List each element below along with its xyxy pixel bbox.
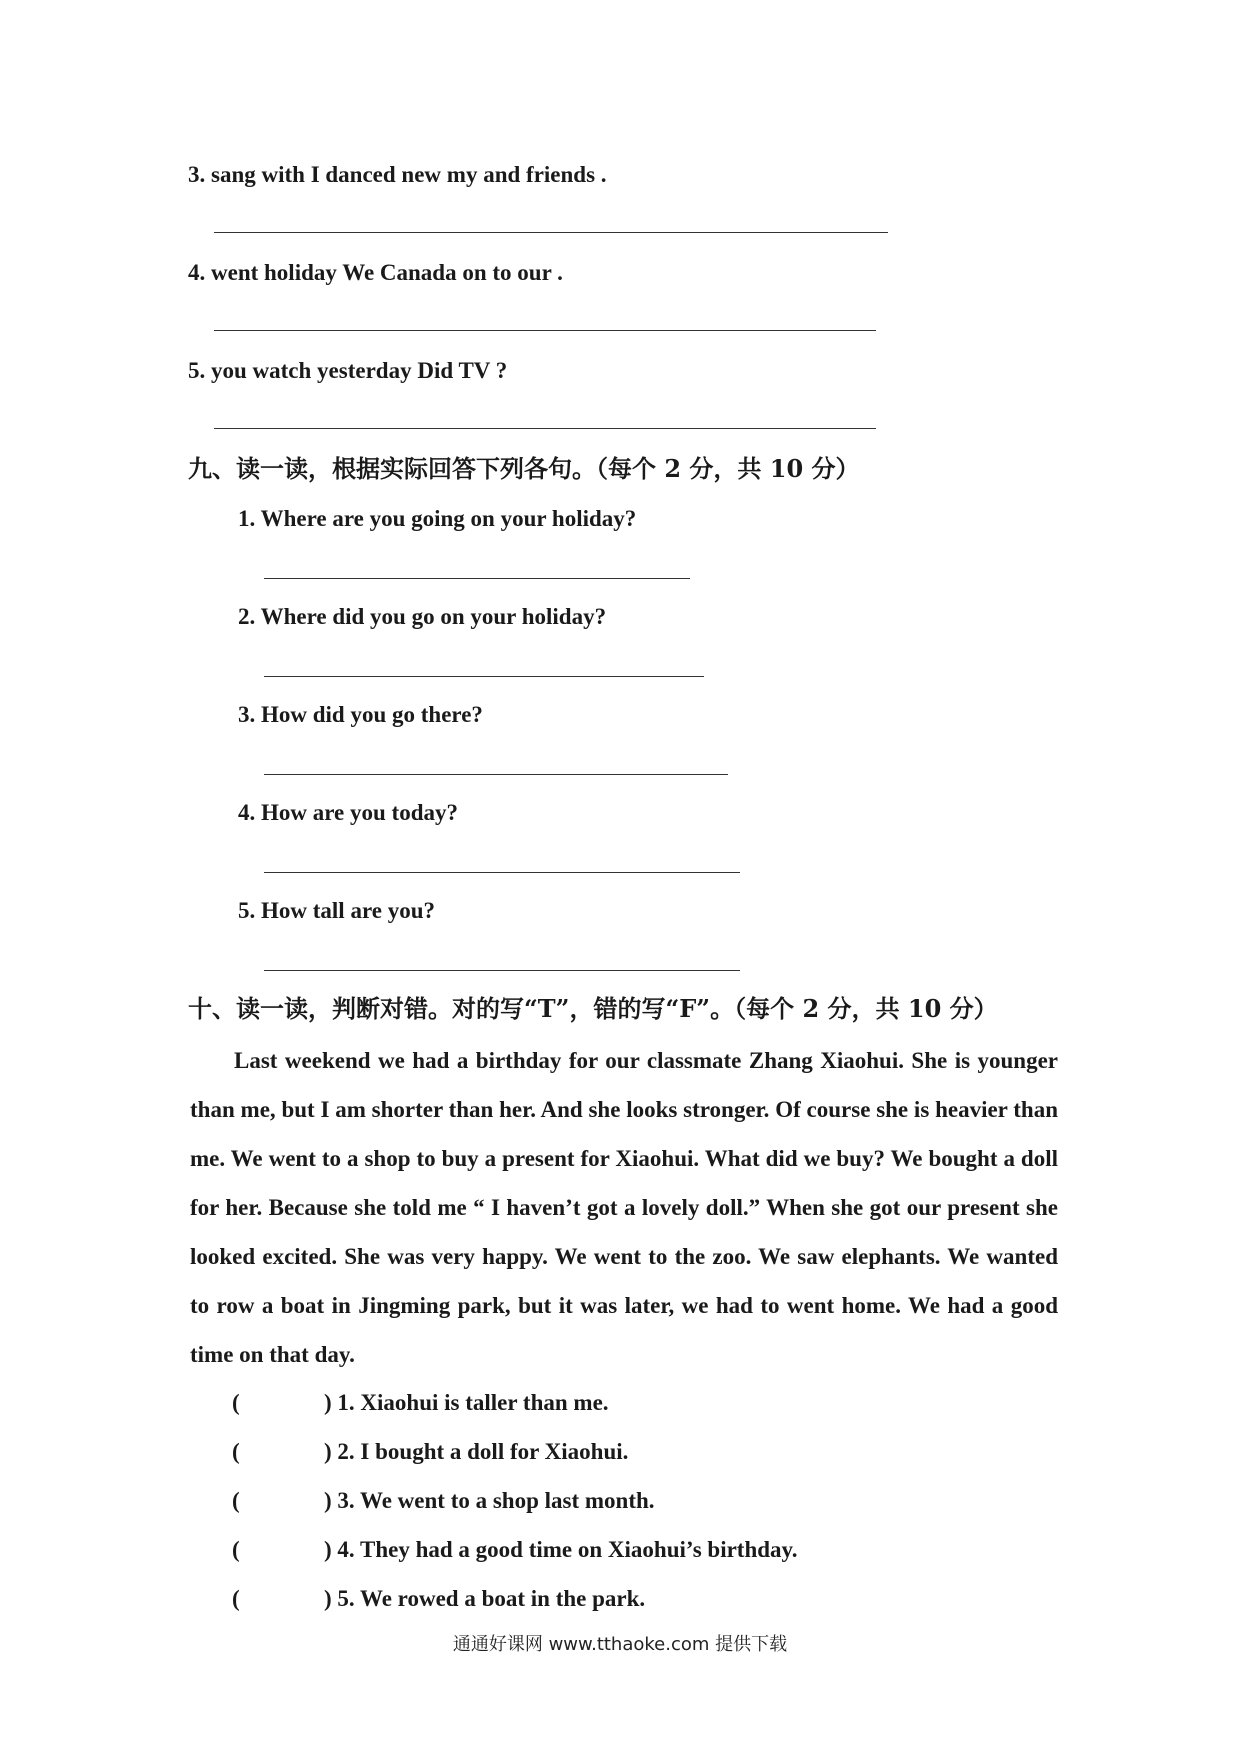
answer-line[interactable] xyxy=(264,872,740,873)
answer-blank[interactable]: ( xyxy=(232,1586,240,1611)
tf-statement-2 xyxy=(232,1437,628,1467)
question-1: 1. Where are you going on your holiday? xyxy=(238,506,637,531)
reorder-item-5: 5. you watch yesterday Did TV ? xyxy=(188,358,508,383)
answer-line[interactable] xyxy=(214,232,888,233)
reorder-item-3: 3. sang with I danced new my and friends . xyxy=(188,162,607,187)
statement-text: ) 1. Xiaohui is taller than me. xyxy=(324,1390,609,1415)
statement-text: ) 5. We rowed a boat in the park. xyxy=(324,1586,646,1611)
answer-line[interactable] xyxy=(214,428,876,429)
tf-statement-1 xyxy=(232,1388,609,1418)
tf-statement-4 xyxy=(232,1535,798,1565)
answer-line[interactable] xyxy=(264,578,690,579)
answer-blank[interactable]: ( xyxy=(232,1537,240,1562)
answer-line[interactable] xyxy=(264,676,704,677)
answer-blank[interactable]: ( xyxy=(232,1488,240,1513)
statement-text: ) 4. They had a good time on Xiaohui’s birthday. xyxy=(324,1537,798,1562)
statement-text: ) 3. We went to a shop last month. xyxy=(324,1488,655,1513)
answer-line[interactable] xyxy=(214,330,876,331)
question-5: 5. How tall are you? xyxy=(238,898,435,923)
reading-passage: Last weekend we had a birthday for our classmate Zhang Xiaohui. She is younger than me, but I am shorter than her. And she looks stronger. Of course she is heavier than me. We went to a shop to buy a present for Xiaohui. What did we buy? We bought a doll for her. Because she told me “ I haven’t got a lovely doll.” When she got our present she looked excited. She was very happy. We went to the zoo. We saw elephants. We wanted to row a boat in Jingming park, but it was later, we had to went home. We had a good time on that day. xyxy=(190,1048,1058,1367)
question-3: 3. How did you go there? xyxy=(238,702,483,727)
section-10-title: 十、读一读，判断对错。对的写“T”，错的写“F”。（每个 2 分，共 10 分） xyxy=(188,994,998,1023)
answer-line[interactable] xyxy=(264,970,740,971)
answer-line[interactable] xyxy=(264,774,728,775)
answer-blank[interactable]: ( xyxy=(232,1390,240,1415)
question-2: 2. Where did you go on your holiday? xyxy=(238,604,607,629)
page-footer: 通通好课网 www.tthaoke.com 提供下载 xyxy=(452,1634,788,1655)
tf-statement-3 xyxy=(232,1486,655,1516)
tf-statement-5 xyxy=(232,1584,645,1614)
question-4: 4. How are you today? xyxy=(238,800,458,825)
reorder-item-4: 4. went holiday We Canada on to our . xyxy=(188,260,563,285)
answer-blank[interactable]: ( xyxy=(232,1439,240,1464)
statement-text: ) 2. I bought a doll for Xiaohui. xyxy=(324,1439,629,1464)
section-9-title: 九、读一读，根据实际回答下列各句。（每个 2 分，共 10 分） xyxy=(188,454,860,483)
